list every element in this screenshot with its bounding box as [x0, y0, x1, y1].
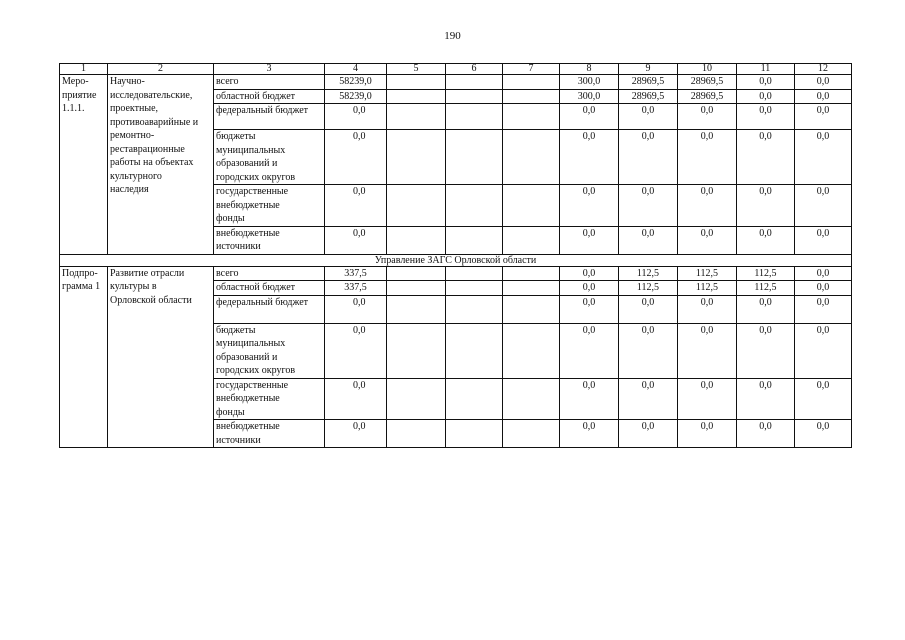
- empty-cell: [387, 130, 446, 185]
- amount-c12: 0,0: [795, 226, 852, 254]
- amount-c8: 300,0: [560, 75, 619, 90]
- item-name-line: культурного: [110, 170, 162, 182]
- amount-c12: 0,0: [795, 420, 852, 448]
- funding-source-cell: [214, 226, 325, 254]
- amount-c12: 0,0: [795, 75, 852, 90]
- header-row: [60, 64, 852, 75]
- empty-cell: [387, 89, 446, 104]
- amount-c11: 0,0: [737, 89, 795, 104]
- funding-source-cell: [214, 420, 325, 448]
- amount-c8: 0,0: [560, 226, 619, 254]
- amount-c10: 28969,5: [678, 75, 737, 90]
- funding-source-line: городских округов: [216, 171, 296, 183]
- amount-c10: 112,5: [678, 266, 737, 281]
- item-name-line: Развитие отрасли: [110, 267, 185, 279]
- amount-c11: 0,0: [737, 323, 795, 378]
- funding-source-line: образований и: [216, 351, 278, 363]
- item-name-cell: [108, 266, 214, 448]
- amount-col4: 0,0: [325, 130, 387, 185]
- funding-source-line: всего: [216, 76, 239, 87]
- amount-c12: 0,0: [795, 266, 852, 281]
- amount-col4: 0,0: [325, 185, 387, 227]
- funding-source-line: источники: [216, 241, 261, 252]
- amount-c11: 0,0: [737, 185, 795, 227]
- amount-c9: 28969,5: [619, 75, 678, 90]
- item-name-line: Орловской области: [110, 294, 192, 306]
- funding-source-line: фонды: [216, 406, 245, 418]
- amount-col4: 58239,0: [325, 75, 387, 90]
- item-code-line: грамма 1: [62, 281, 101, 292]
- amount-c12: 0,0: [795, 130, 852, 185]
- funding-source-cell: [214, 185, 325, 227]
- amount-c9: 0,0: [619, 104, 678, 130]
- funding-source-line: фонды: [216, 213, 245, 224]
- item-name-line: наследия: [110, 184, 149, 195]
- item-code-line: приятие: [62, 89, 97, 101]
- amount-c10: 28969,5: [678, 89, 737, 104]
- funding-source-line: областной бюджет: [216, 90, 296, 102]
- amount-c12: 0,0: [795, 185, 852, 227]
- funding-source-line: государственные: [216, 379, 289, 391]
- funding-source-line: внебюджетные: [216, 227, 280, 239]
- funding-source-cell: [214, 75, 325, 90]
- empty-cell: [503, 226, 560, 254]
- amount-c10: 0,0: [678, 295, 737, 323]
- amount-c10: 0,0: [678, 130, 737, 185]
- section-row: [60, 254, 852, 266]
- amount-c8: 0,0: [560, 323, 619, 378]
- item-name-line: работы на объектах: [110, 157, 194, 168]
- empty-cell: [387, 295, 446, 323]
- item-code-line: Подпро-: [62, 267, 98, 279]
- empty-cell: [503, 266, 560, 281]
- funding-source-cell: [214, 104, 325, 130]
- header-cell: 7: [503, 64, 560, 75]
- header-cell: 3: [214, 64, 325, 75]
- amount-c8: 0,0: [560, 185, 619, 227]
- amount-c11: 112,5: [737, 281, 795, 296]
- empty-cell: [503, 130, 560, 185]
- header-cell: 9: [619, 64, 678, 75]
- amount-c12: 0,0: [795, 104, 852, 130]
- amount-c9: 0,0: [619, 130, 678, 185]
- amount-c10: 0,0: [678, 378, 737, 420]
- empty-cell: [446, 226, 503, 254]
- empty-cell: [387, 420, 446, 448]
- amount-c9: 0,0: [619, 323, 678, 378]
- table-row: [60, 75, 852, 90]
- funding-source-cell: [214, 89, 325, 104]
- funding-source-cell: [214, 323, 325, 378]
- amount-c10: 0,0: [678, 420, 737, 448]
- amount-c10: 0,0: [678, 323, 737, 378]
- amount-c11: 0,0: [737, 295, 795, 323]
- amount-c11: 0,0: [737, 130, 795, 185]
- item-name-cell: [108, 75, 214, 255]
- item-code-line: Меро-: [62, 76, 89, 87]
- amount-col4: 0,0: [325, 378, 387, 420]
- amount-c12: 0,0: [795, 89, 852, 104]
- empty-cell: [503, 281, 560, 296]
- amount-col4: 0,0: [325, 295, 387, 323]
- empty-cell: [503, 420, 560, 448]
- amount-c11: 0,0: [737, 378, 795, 420]
- budget-table: [59, 63, 852, 448]
- empty-cell: [446, 323, 503, 378]
- funding-source-line: внебюджетные: [216, 199, 280, 211]
- amount-c12: 0,0: [795, 378, 852, 420]
- empty-cell: [503, 295, 560, 323]
- funding-source-line: внебюджетные: [216, 421, 280, 432]
- empty-cell: [446, 89, 503, 104]
- empty-cell: [503, 185, 560, 227]
- funding-source-line: городских округов: [216, 365, 296, 376]
- amount-c11: 0,0: [737, 226, 795, 254]
- funding-source-cell: [214, 266, 325, 281]
- empty-cell: [446, 104, 503, 130]
- amount-c9: 112,5: [619, 266, 678, 281]
- item-name-line: культуры в: [110, 281, 157, 292]
- amount-c9: 0,0: [619, 226, 678, 254]
- amount-c11: 0,0: [737, 420, 795, 448]
- item-name-line: проектные,: [110, 103, 159, 114]
- empty-cell: [446, 420, 503, 448]
- amount-col4: 337,5: [325, 266, 387, 281]
- empty-cell: [503, 104, 560, 130]
- amount-c8: 0,0: [560, 130, 619, 185]
- amount-c9: 112,5: [619, 281, 678, 296]
- item-code-line: 1.1.1.: [62, 103, 85, 114]
- empty-cell: [387, 323, 446, 378]
- empty-cell: [503, 75, 560, 90]
- empty-cell: [387, 378, 446, 420]
- header-cell: 2: [108, 64, 214, 75]
- empty-cell: [387, 104, 446, 130]
- funding-source-cell: [214, 295, 325, 323]
- header-cell: 5: [387, 64, 446, 75]
- funding-source-cell: [214, 130, 325, 185]
- funding-source-line: муниципальных: [216, 338, 286, 349]
- empty-cell: [446, 295, 503, 323]
- empty-cell: [446, 75, 503, 90]
- funding-source-cell: [214, 281, 325, 296]
- amount-c11: 0,0: [737, 75, 795, 90]
- amount-c8: 0,0: [560, 295, 619, 323]
- amount-col4: 0,0: [325, 104, 387, 130]
- funding-source-line: федеральный бюджет: [216, 105, 309, 116]
- item-name-line: ремонтно-: [110, 130, 155, 141]
- amount-c12: 0,0: [795, 323, 852, 378]
- empty-cell: [503, 378, 560, 420]
- empty-cell: [503, 323, 560, 378]
- item-name-line: Научно-: [110, 76, 145, 87]
- amount-c8: 300,0: [560, 89, 619, 104]
- amount-col4: 58239,0: [325, 89, 387, 104]
- item-name-line: реставрационные: [110, 143, 185, 155]
- amount-col4: 337,5: [325, 281, 387, 296]
- amount-col4: 0,0: [325, 420, 387, 448]
- header-cell: 1: [60, 64, 108, 75]
- funding-source-line: бюджеты: [216, 131, 256, 142]
- amount-c8: 0,0: [560, 104, 619, 130]
- amount-c9: 0,0: [619, 420, 678, 448]
- empty-cell: [503, 89, 560, 104]
- empty-cell: [446, 130, 503, 185]
- funding-source-line: всего: [216, 267, 239, 279]
- header-cell: 4: [325, 64, 387, 75]
- amount-c9: 0,0: [619, 295, 678, 323]
- amount-col4: 0,0: [325, 226, 387, 254]
- amount-c11: 112,5: [737, 266, 795, 281]
- amount-c8: 0,0: [560, 420, 619, 448]
- header-cell: 11: [737, 64, 795, 75]
- section-title: Управление ЗАГС Орловской области: [60, 254, 852, 266]
- amount-c10: 0,0: [678, 226, 737, 254]
- table-row: [60, 266, 852, 281]
- amount-c9: 0,0: [619, 378, 678, 420]
- amount-c11: 0,0: [737, 104, 795, 130]
- funding-source-line: областной бюджет: [216, 282, 296, 293]
- amount-c8: 0,0: [560, 266, 619, 281]
- header-cell: 8: [560, 64, 619, 75]
- empty-cell: [387, 226, 446, 254]
- header-cell: 12: [795, 64, 852, 75]
- amount-c8: 0,0: [560, 378, 619, 420]
- empty-cell: [446, 185, 503, 227]
- funding-source-line: муниципальных: [216, 144, 286, 156]
- funding-source-cell: [214, 378, 325, 420]
- empty-cell: [387, 266, 446, 281]
- empty-cell: [387, 281, 446, 296]
- funding-source-line: внебюджетные: [216, 393, 280, 404]
- header-cell: 6: [446, 64, 503, 75]
- funding-source-line: государственные: [216, 186, 289, 197]
- empty-cell: [446, 281, 503, 296]
- empty-cell: [387, 75, 446, 90]
- funding-source-line: федеральный бюджет: [216, 296, 309, 308]
- empty-cell: [446, 266, 503, 281]
- amount-c9: 28969,5: [619, 89, 678, 104]
- amount-c10: 112,5: [678, 281, 737, 296]
- amount-c9: 0,0: [619, 185, 678, 227]
- funding-source-line: образований и: [216, 158, 278, 169]
- amount-c12: 0,0: [795, 295, 852, 323]
- amount-c8: 0,0: [560, 281, 619, 296]
- empty-cell: [446, 378, 503, 420]
- funding-source-line: бюджеты: [216, 324, 256, 336]
- amount-c12: 0,0: [795, 281, 852, 296]
- amount-c10: 0,0: [678, 185, 737, 227]
- item-name-line: противоаварийные и: [110, 116, 199, 128]
- item-name-line: исследовательские,: [110, 89, 193, 101]
- page-number: 190: [444, 30, 461, 42]
- item-code-cell: [60, 266, 108, 448]
- amount-c10: 0,0: [678, 104, 737, 130]
- item-code-cell: [60, 75, 108, 255]
- funding-source-line: источники: [216, 434, 261, 446]
- empty-cell: [387, 185, 446, 227]
- header-cell: 10: [678, 64, 737, 75]
- amount-col4: 0,0: [325, 323, 387, 378]
